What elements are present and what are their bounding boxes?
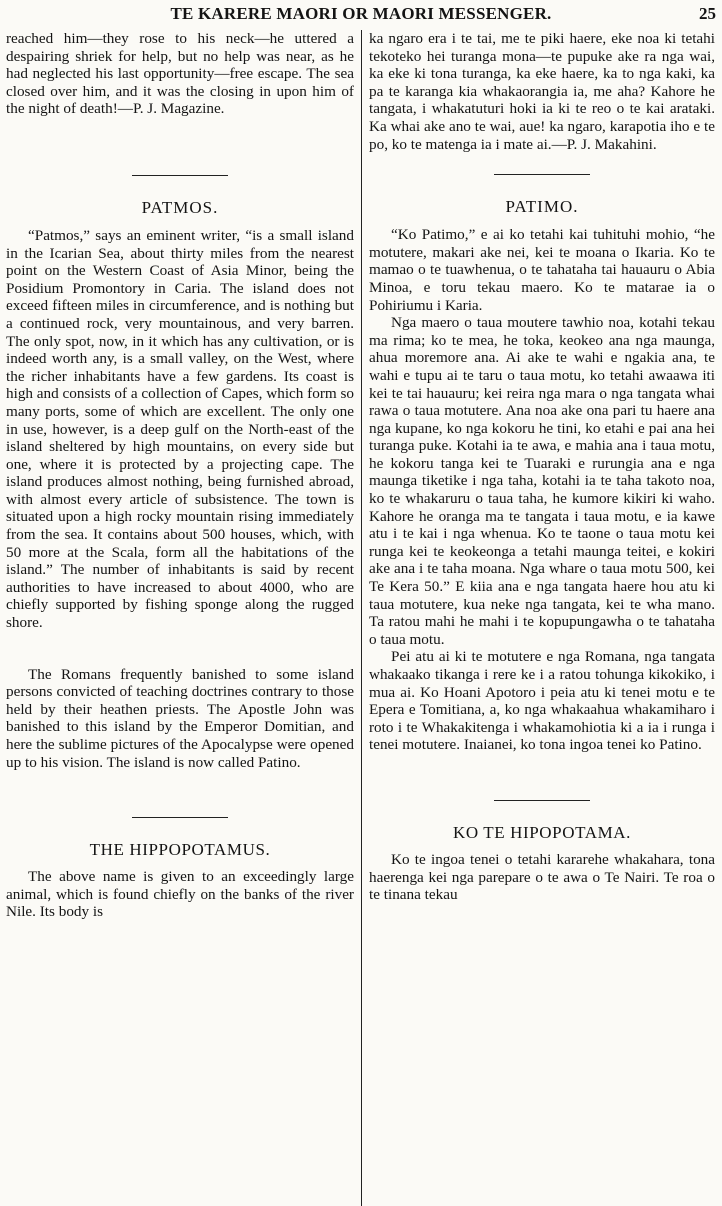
page-number: 25 <box>699 4 716 23</box>
patimo-paragraph-3: Pei atu ai ki te motutere e nga Romana, nga tangata whakaako tikanga i rere ke i a ratou tohunga kikokiko, i mua ai. Ko Hoani Apotoro i peia atu ki tenei motu e te Epera e Tomitiana, a, ko nga whakaahua whakamiharo i roto i te Whakakitenga i whakamohiotia ki a ia i runga i tenei motutere. Inaianei, ko tona ingoa tenei ko Patino. <box>369 648 715 754</box>
hippo-paragraph-1: The above name is given to an exceedingly large animal, which is found chiefly on the banks of the river Nile. Its body is <box>6 868 354 921</box>
english-column <box>6 30 354 1206</box>
heading-patmos: PATMOS. <box>141 197 219 217</box>
story-ending-maori: ka ngaro era i te tai, me te piki haere, eke noa ki tetahi tekoteko hei turanga mona—te pupuke ake ra nga wai, ka eke ki tona turanga, ka eke haere, ka to nga kaki, ka pa te karanga kia whakaorangia ia, me aha? Kahore he tangata, i whakatuturi hoki ia ki te reo o te kai arataki. Ka whai ake ano te wai, aue! ka ngaro, karapotia iho e te po, ko te matenga ia i mate ai.—P. J. Makahini. <box>369 30 715 153</box>
patmos-paragraph-1: “Patmos,” says an eminent writer, “is a small island in the Icarian Sea, about thirty miles from the nearest point on the Western Coast of Asia Minor, being the Posidium Promontory in Caria. The island does not exceed fifteen miles in circumference, and is nothing but a continued rock, very mountainous, and very barren. The only spot, now, in it which has any cultivation, or is indeed worth any, is a small valley, on the West, where the richer inhabitants have a few gardens. Its coast is high and consists of a collection of Capes, which form so many ports, some of which are excellent. The only one in use, however, is a deep gulf on the North-east of the island sheltered by high mountains, on every side but one, where it is protected by a projecting cape. The island produces almost nothing, being furnished abroad, with almost every article of subsistence. The town is situated upon a high rocky mountain rising immediately from the sea. It contains about 500 houses, which, with 50 more at the Scala, form all the habitations of the island.” The number of inhabitants is said by recent authorities to have increased to about 4000, who are chiefly supported by fishing sponge along the rugged shore. <box>6 226 354 632</box>
heading-patimo: PATIMO. <box>505 197 579 217</box>
newspaper-title: TE KARERE MAORI OR MAORI MESSENGER. <box>170 4 552 23</box>
patimo-paragraph-2: Nga maero o taua moutere tawhio noa, kotahi tekau ma rima; ko te mea, he toka, keokeo ana nga maunga, ahua moremore ana. Ai ake te wahi e ngakia ana, te wahi e tupu ai te taru o taua motu, ko tetahi awaawa iti kei te tai hauauru; kei reira nga mara o nga tangata whai rawa o taua motutere. Ana noa ake ona pari tu haere ana nga kupane, ko nga kokoru he tini, ko etahi e pai ana hei turanga puke. Kotahi ia te awa, e mahia ana i taua motu, he kokoru tanga kei te Tuaraki e rurungia ana e nga maunga tiketike i nga taha, kotahi ia te taha takoto noa, ko te whakaruru o taua taha, he kumore kikiri ki waho. Kahore he oranga ma te tangata i taua motu, e ia kawe atu i te kai i nga whenua. Ko te taone o taua motu kei runga kei te keokeonga a tetahi maunga teitei, e kokiri ake ana i te taha moana. Nga whare o taua motu 500, kei Te Kera 50.” E kiia ana e nga tangata haere hou atu ki taua motutere, kua neke nga tangata, kei te wha mano. Ta ratou mahi he mahi i te kopupungawha o te tahataha o taua motu. <box>369 314 715 648</box>
maori-column <box>369 30 715 1206</box>
heading-hipopotama: KO TE HIPOPOTAMA. <box>452 822 632 842</box>
story-ending-english: reached him—they rose to his neck—he uttered a despairing shriek for help, but no help was near, as he had neglected his last opportunity—free escape. The sea closed over him, and it was the closing in upon him of the night of death!—P. J. Magazine. <box>6 30 354 118</box>
column-divider <box>361 30 362 1206</box>
patimo-paragraph-1: “Ko Patimo,” e ai ko tetahi kai tuhituhi mohio, “he motutere, makari ake nei, kei te moana o Ikaria. Ko te mamao o te tuawhenua, o te tahataha tai hauauru o Abia Minoa, e toru tekau maero. Ko te matarae ia o Pohiriumu i Karia. <box>369 226 715 314</box>
hipopotama-paragraph-1: Ko te ingoa tenei o tetahi kararehe whakahara, tona haerenga kei nga parepare o te awa o Te Nairi. Te roa o te tinana tekau <box>369 850 715 904</box>
page-header <box>0 4 722 26</box>
heading-hippopotamus: THE HIPPOPOTAMUS. <box>89 840 271 860</box>
patmos-paragraph-2: The Romans frequently banished to some island persons convicted of teaching doctrines contrary to those held by their heathen priests. The Apostle John was banished to this island by the Emperor Domitian, and here the sublime pictures of the Apocalypse were opened up to his vision. The island is now called Patino. <box>6 665 354 771</box>
